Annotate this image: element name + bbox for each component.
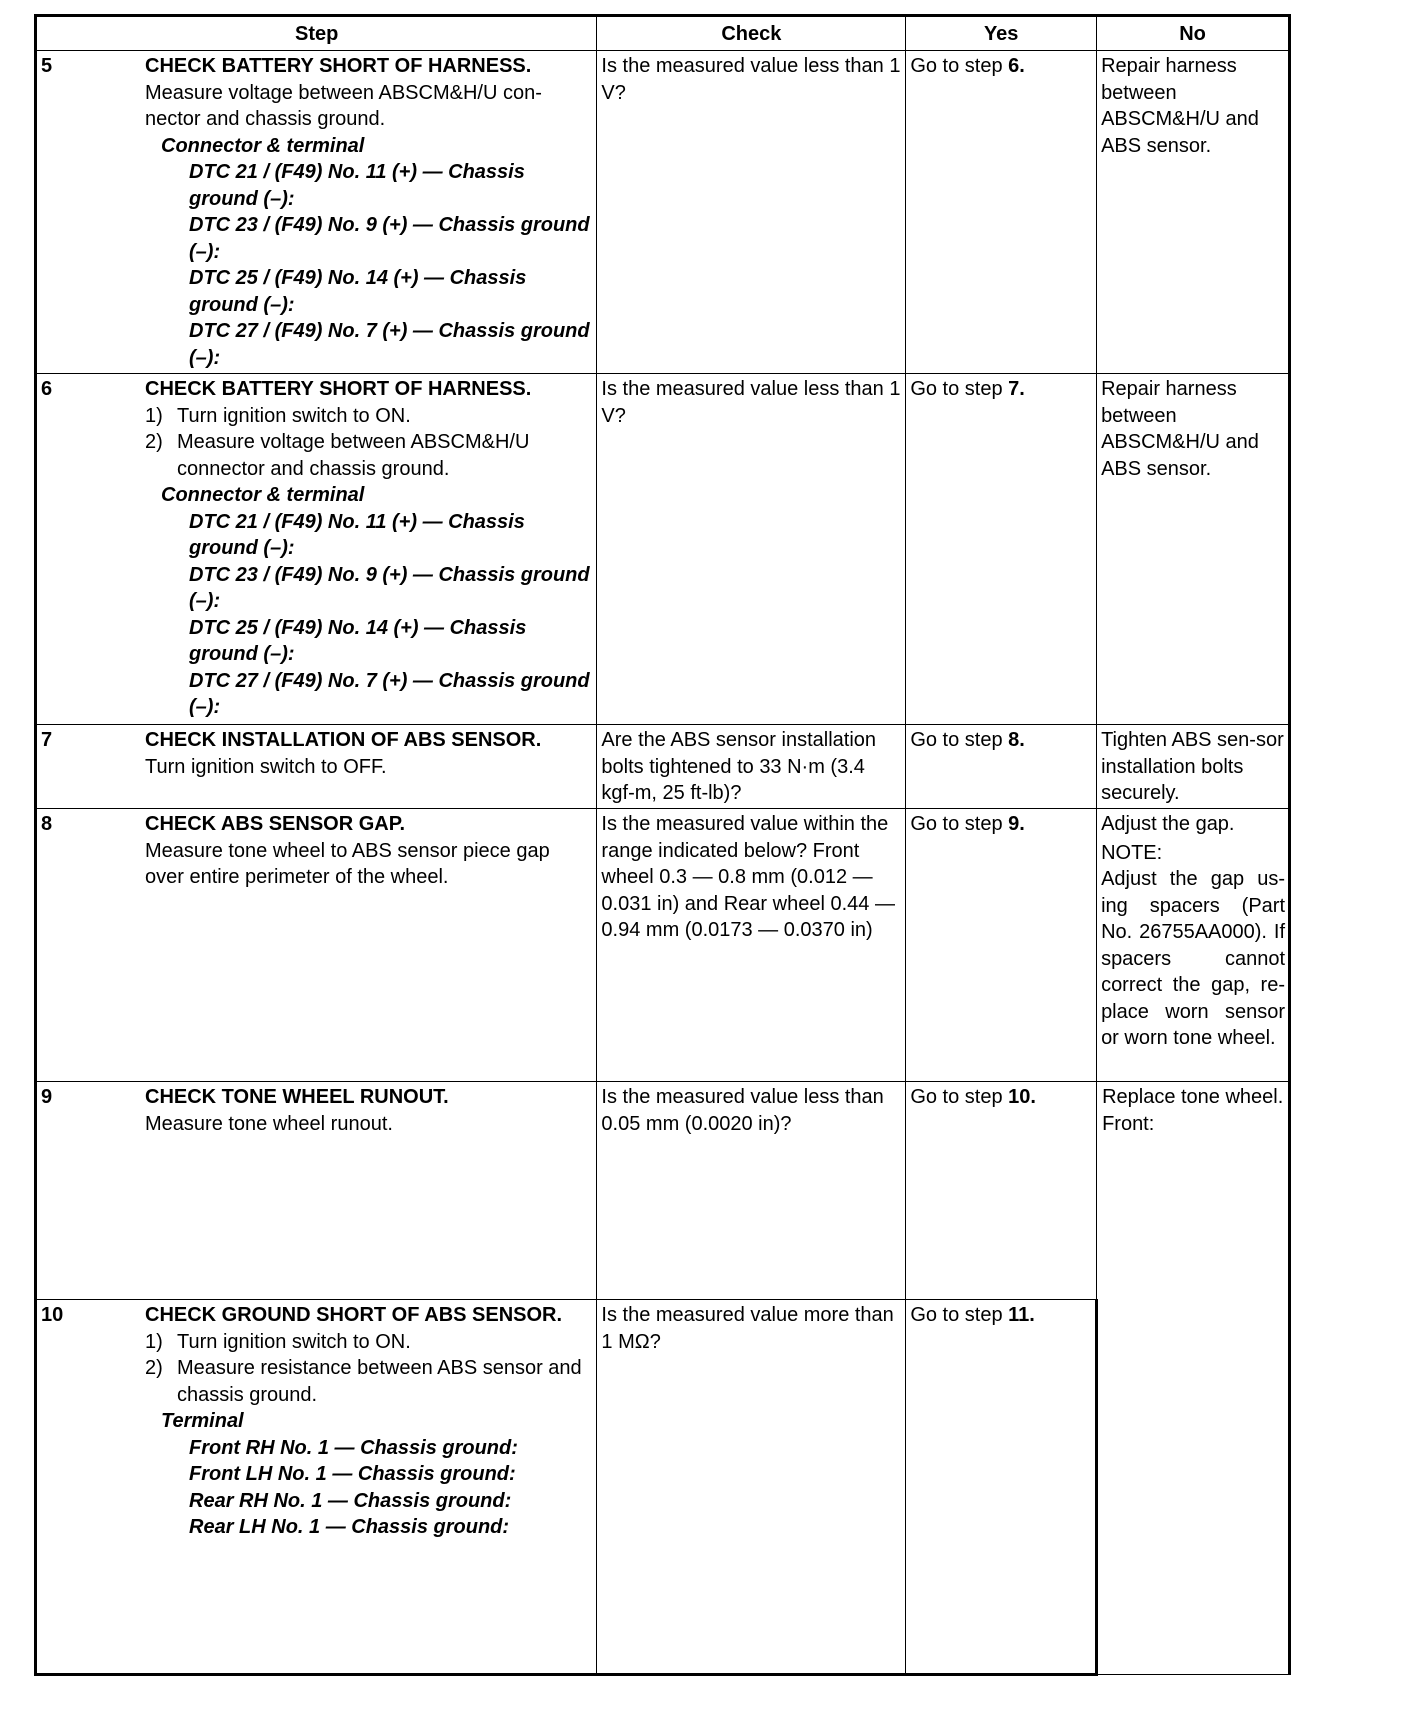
note-label: NOTE: bbox=[1101, 841, 1163, 864]
step-number: 10 bbox=[41, 1304, 64, 1326]
table-row-step-6 bbox=[36, 374, 1290, 725]
connector-terminal-label: Connector & terminal bbox=[161, 484, 365, 506]
step-title: CHECK ABS SENSOR GAP. bbox=[145, 813, 406, 835]
substep: 1) Turn ignition switch to ON. bbox=[145, 404, 411, 427]
terminal-item: DTC 21 / (F49) No. 11 (+) — Chassis ground (–): bbox=[189, 161, 525, 210]
check-cell: Are the ABS sensor installation bolts tightened to 33 N·m (3.4 kgf-m, 25 ft-lb)? bbox=[597, 725, 906, 809]
note-text: Adjust the gap us-ing spacers (Part No. 26755AA000). If spacers cannot correct the gap, re-place worn sensor or worn tone wheel. bbox=[1101, 868, 1285, 1049]
check-cell: Is the measured value less than 0.05 mm (0.0020 in)? bbox=[597, 1082, 906, 1300]
yes-step-link: 8. bbox=[1008, 729, 1025, 751]
yes-cell bbox=[906, 374, 1097, 725]
yes-step-link: 7. bbox=[1008, 378, 1025, 400]
step-number: 6 bbox=[41, 378, 53, 400]
header-no: No bbox=[1097, 16, 1290, 51]
terminal-item: DTC 21 / (F49) No. 11 (+) — Chassis ground (–): bbox=[189, 510, 525, 559]
terminal-item: DTC 27 / (F49) No. 7 (+) — Chassis ground (–): bbox=[189, 669, 590, 718]
substep: 1) Turn ignition switch to ON. bbox=[145, 1330, 411, 1353]
table-row-step-8 bbox=[36, 809, 1290, 1082]
header-yes: Yes bbox=[906, 16, 1097, 51]
substep: 2) Measure resistance between ABS sensor and chassis ground. bbox=[145, 1357, 582, 1406]
terminal-item: DTC 25 / (F49) No. 14 (+) — Chassis ground (–): bbox=[189, 616, 527, 665]
yes-cell bbox=[906, 1300, 1097, 1675]
step-number: 9 bbox=[41, 1086, 53, 1108]
table-row-step-9 bbox=[36, 1082, 1290, 1300]
header-check: Check bbox=[597, 16, 906, 51]
no-cell: Repair harness between ABSCM&H/U and ABS sensor. bbox=[1097, 51, 1290, 374]
step-number: 7 bbox=[41, 729, 53, 751]
step-title: CHECK GROUND SHORT OF ABS SENSOR. bbox=[145, 1304, 563, 1326]
terminal-item: DTC 23 / (F49) No. 9 (+) — Chassis ground (–): bbox=[189, 214, 590, 263]
connector-terminal-label: Connector & terminal bbox=[161, 134, 365, 157]
step-title: CHECK BATTERY SHORT OF HARNESS. bbox=[145, 378, 532, 400]
step-instruction: Measure tone wheel to ABS sensor piece gap over entire perimeter of the wheel. bbox=[145, 839, 550, 888]
check-cell: Is the measured value less than 1 V? bbox=[597, 374, 906, 725]
step-title: CHECK TONE WHEEL RUNOUT. bbox=[145, 1086, 449, 1108]
yes-prefix: Go to step bbox=[910, 378, 1009, 400]
terminal-label: Terminal bbox=[161, 1410, 244, 1432]
step-cell bbox=[36, 809, 597, 1082]
yes-cell bbox=[906, 725, 1097, 809]
step-title: CHECK BATTERY SHORT OF HARNESS. bbox=[145, 55, 532, 77]
header-step: Step bbox=[36, 16, 597, 51]
step-cell bbox=[36, 1082, 597, 1300]
terminal-item: Rear RH No. 1 — Chassis ground: bbox=[189, 1489, 512, 1512]
step-title: CHECK INSTALLATION OF ABS SENSOR. bbox=[145, 729, 542, 751]
yes-prefix: Go to step bbox=[910, 1304, 1009, 1326]
table-row-step-7 bbox=[36, 725, 1290, 809]
no-cell: Tighten ABS sen-sor installation bolts securely. bbox=[1097, 725, 1290, 809]
yes-step-link: 6. bbox=[1008, 55, 1025, 77]
yes-prefix: Go to step bbox=[910, 729, 1009, 751]
no-cell: Repair harness between ABSCM&H/U and ABS sensor. bbox=[1097, 374, 1290, 725]
yes-cell bbox=[906, 1082, 1097, 1300]
terminal-item: Front LH No. 1 — Chassis ground: bbox=[189, 1463, 516, 1485]
yes-prefix: Go to step bbox=[910, 1086, 1009, 1108]
yes-step-link: 11. bbox=[1008, 1304, 1035, 1326]
check-cell: Is the measured value within the range indicated below? Front wheel 0.3 — 0.8 mm (0.012 — 0.031 in) and Rear wheel 0.44 — 0.94 mm (0.0173 — 0.0370 in) bbox=[597, 809, 906, 1082]
step-cell bbox=[36, 374, 597, 725]
step-cell bbox=[36, 725, 597, 809]
terminal-item: Rear LH No. 1 — Chassis ground: bbox=[189, 1516, 510, 1538]
step-number: 5 bbox=[41, 55, 53, 77]
no-action: Adjust the gap. bbox=[1101, 813, 1235, 835]
substep: 2) Measure voltage between ABSCM&H/U connector and chassis ground. bbox=[145, 431, 530, 480]
terminal-item: DTC 27 / (F49) No. 7 (+) — Chassis ground (–): bbox=[189, 320, 590, 369]
yes-cell bbox=[906, 809, 1097, 1082]
no-cell bbox=[1097, 809, 1290, 1082]
terminal-item: Front RH No. 1 — Chassis ground: bbox=[189, 1436, 518, 1459]
header-row bbox=[36, 16, 1290, 51]
step-cell bbox=[36, 1300, 597, 1675]
yes-cell bbox=[906, 51, 1097, 374]
step-cell bbox=[36, 51, 597, 374]
yes-step-link: 9. bbox=[1008, 813, 1025, 835]
step-instruction: Measure tone wheel runout. bbox=[145, 1112, 393, 1135]
yes-step-link: 10. bbox=[1008, 1086, 1036, 1108]
check-cell: Is the measured value less than 1 V? bbox=[597, 51, 906, 374]
check-cell: Is the measured value more than 1 MΩ? bbox=[597, 1300, 906, 1675]
step-number: 8 bbox=[41, 813, 53, 835]
table-row-step-5 bbox=[36, 51, 1290, 374]
step-instruction: Measure voltage between ABSCM&H/U con-nector and chassis ground. bbox=[145, 81, 542, 130]
terminal-item: DTC 25 / (F49) No. 14 (+) — Chassis ground (–): bbox=[189, 267, 527, 316]
yes-prefix: Go to step bbox=[910, 813, 1009, 835]
step-instruction: Turn ignition switch to OFF. bbox=[145, 755, 387, 778]
no-cell: Replace tone wheel. Front: bbox=[1097, 1082, 1290, 1675]
yes-prefix: Go to step bbox=[910, 55, 1009, 77]
troubleshooting-table bbox=[34, 14, 1291, 1676]
terminal-item: DTC 23 / (F49) No. 9 (+) — Chassis ground (–): bbox=[189, 563, 590, 612]
